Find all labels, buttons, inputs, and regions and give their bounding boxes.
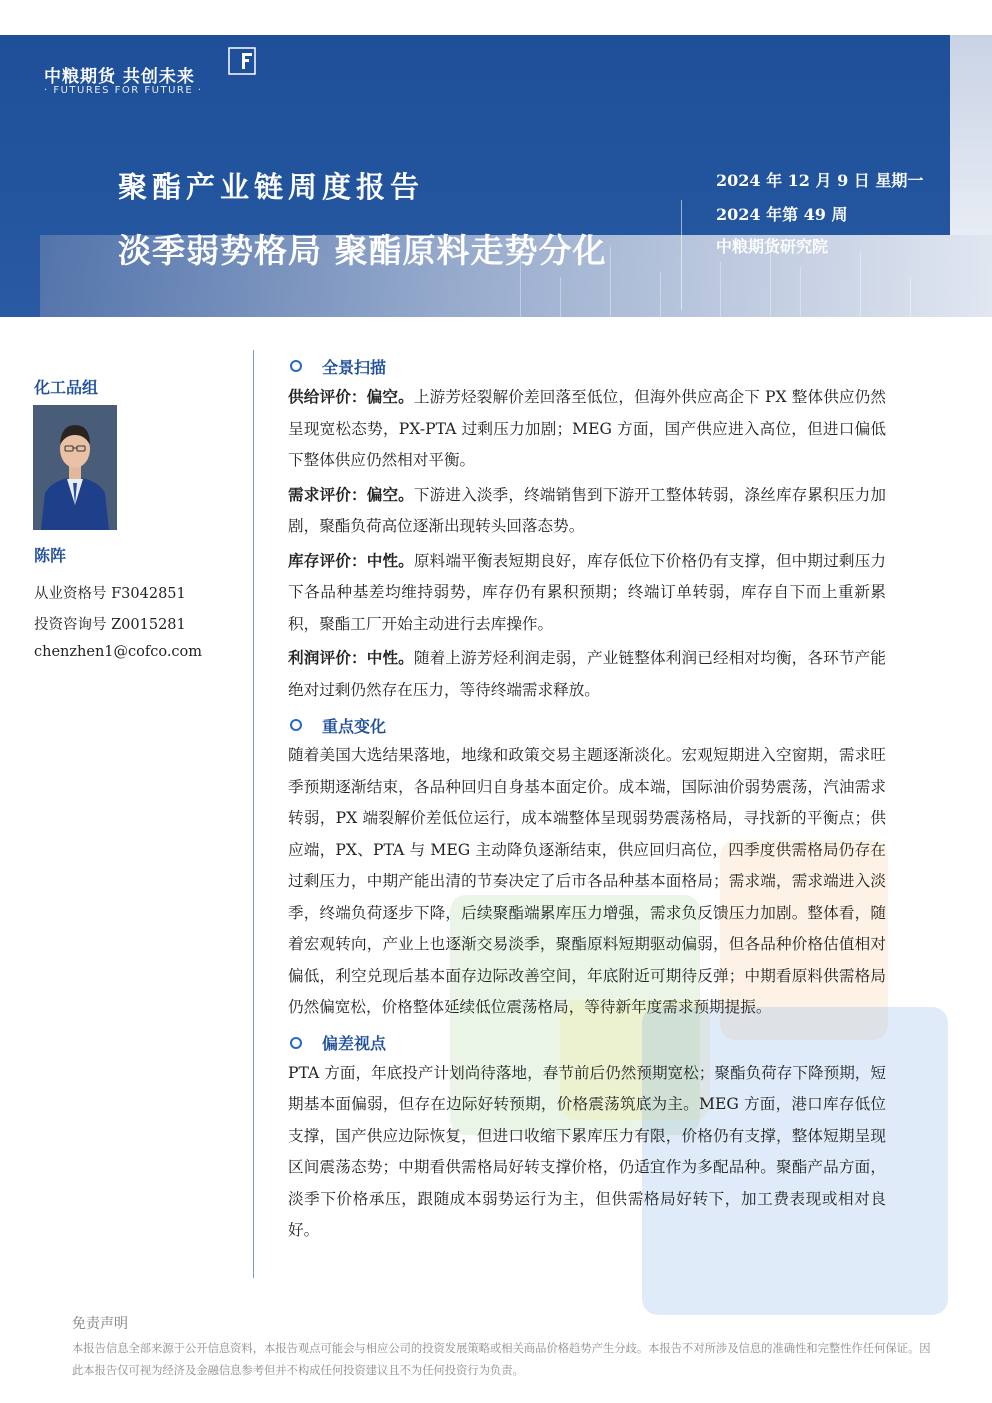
assessment-text: 上游芳烃裂解价差回落至低位，但海外供应高企下 PX 整体供应仍然呈现宽松态势，PX-PTA 过剩压力加剧；MEG 方面，国产供应进入高位，但进口偏低下整体供应仍然相对平衡。 — [288, 388, 886, 469]
assessment-label: 供给评价：偏空。 — [288, 387, 414, 406]
report-series-title: 聚酯产业链周度报告 — [118, 170, 425, 204]
analyst-portrait-icon — [33, 405, 117, 530]
key-changes-text: 随着美国大选结果落地，地缘和政策交易主题逐渐淡化。宏观短期进入空窗期，需求旺季预期逐渐结束，各品种回归自身基本面定价。成本端，国际油价弱势震荡，汽油需求转弱，PX 端裂解价差低位运行，成本端整体呈现弱势震荡格局，寻找新的平衡点；供应端，PX、PTA 与 MEG 主动降负逐渐结束，供应回归高位，四季度供需格局仍存在过剩压力，中期产能出清的节奏决定了后市各品种基本面格局；需求端，需求端进入淡季，终端负荷逐步下降，后续聚酯端累库压力增强，需求负反馈压力加剧。整体看，随着宏观转向，产业上也逐渐交易淡季，聚酯原料短期驱动偏弱，但各品种价格估值相对偏低，利空兑现后基本面存边际改善空间，年底附近可期待反弹；中期看原料供需格局仍然偏宽松，价格整体延续低位震荡格局，等待新年度需求预期提振。 — [288, 746, 886, 1016]
bullet-circle-icon — [290, 1037, 302, 1049]
column-divider — [253, 350, 254, 1278]
report-headline: 淡季弱势格局 聚酯原料走势分化 — [118, 231, 607, 270]
assessment-label: 需求评价：偏空。 — [288, 484, 414, 504]
consulting-number: 投资咨询号 Z0015281 — [34, 617, 186, 633]
section-heading-text: 重点变化 — [322, 716, 387, 736]
disclaimer-title: 免责声明 — [72, 1316, 128, 1332]
assessment-text: 下游进入淡季，终端销售到下游开工整体转弱，涤丝库存累积压力加剧，聚酯负荷高位逐渐出现转头回落态势。 — [288, 485, 886, 535]
section-heading-overview — [288, 351, 886, 381]
assessment-text: 随着上游芳烃利润走弱，产业链整体利润已经相对均衡，各环节产能绝对过剩仍然存在压力，等待终端需求释放。 — [288, 649, 886, 699]
bullet-circle-icon — [290, 719, 302, 731]
assessment-label: 库存评价：中性。 — [288, 550, 414, 570]
analyst-group: 化工品组 — [34, 378, 99, 397]
report-date: 2024 年 12 月 9 日 星期一 — [716, 171, 924, 190]
inventory-assessment — [288, 545, 886, 641]
report-body — [288, 347, 886, 1249]
disclaimer-text: 本报告信息全部来源于公开信息资料，本报告观点可能会与相应公司的投资发展策略或相关商品价格趋势产生分歧。本报告不对所涉及信息的准确性和完整性作任何保证。因此本报告仅可视为经济及金融信息参考但并不构成任何投资建议且不为任何投资行为负责。 — [72, 1342, 931, 1377]
header-divider — [681, 200, 682, 310]
brand-logo-icon — [228, 47, 256, 75]
section-heading-text: 全景扫描 — [322, 357, 387, 377]
brand-logo-text: 中粮期货 共创未来 — [44, 67, 195, 87]
demand-assessment — [288, 479, 886, 543]
section-heading-views — [288, 1028, 886, 1058]
supply-assessment — [288, 381, 886, 477]
brand-slogan: · FUTURES FOR FUTURE · — [44, 85, 203, 96]
qualification-number: 从业资格号 F3042851 — [34, 586, 186, 602]
profit-assessment — [288, 642, 886, 706]
deviation-views-text: PTA 方面，年底投产计划尚待落地，春节前后仍然预期宽松；聚酯负荷存下降预期，短期基本面偏弱，但存在边际好转预期，价格震荡筑底为主。MEG 方面，港口库存低位支撑，国产供应边际恢复，但进口收缩下累库压力有限，价格仍有支撑，整体短期呈现区间震荡态势；中期看供需格局好转支撑价格，仍适宜作为多配品种。聚酯产品方面，淡季下价格承压，跟随成本弱势运行为主，但供需格局好转下，加工费表现或相对良好。 — [288, 1063, 886, 1239]
analyst-name: 陈阵 — [34, 546, 67, 565]
bullet-circle-icon — [290, 360, 302, 372]
report-institute: 中粮期货研究院 — [716, 237, 829, 256]
section-heading-text: 偏差视点 — [322, 1034, 387, 1053]
assessment-text: 原料端平衡表短期良好，库存低位下价格仍有支撑，但中期过剩压力下各品种基差均维持弱势，库存仍有累积预期；终端订单转弱，库存自下而上重新累积，聚酯工厂开始主动进行去库操作。 — [288, 551, 886, 633]
report-week: 2024 年第 49 周 — [716, 205, 848, 224]
banner-side-image — [950, 35, 992, 235]
header-banner — [0, 35, 992, 317]
assessment-label: 利润评价：中性。 — [288, 648, 414, 667]
analyst-email[interactable]: chenzhen1@cofco.com — [34, 644, 203, 660]
analyst-photo — [33, 405, 117, 530]
section-heading-changes — [288, 710, 886, 740]
